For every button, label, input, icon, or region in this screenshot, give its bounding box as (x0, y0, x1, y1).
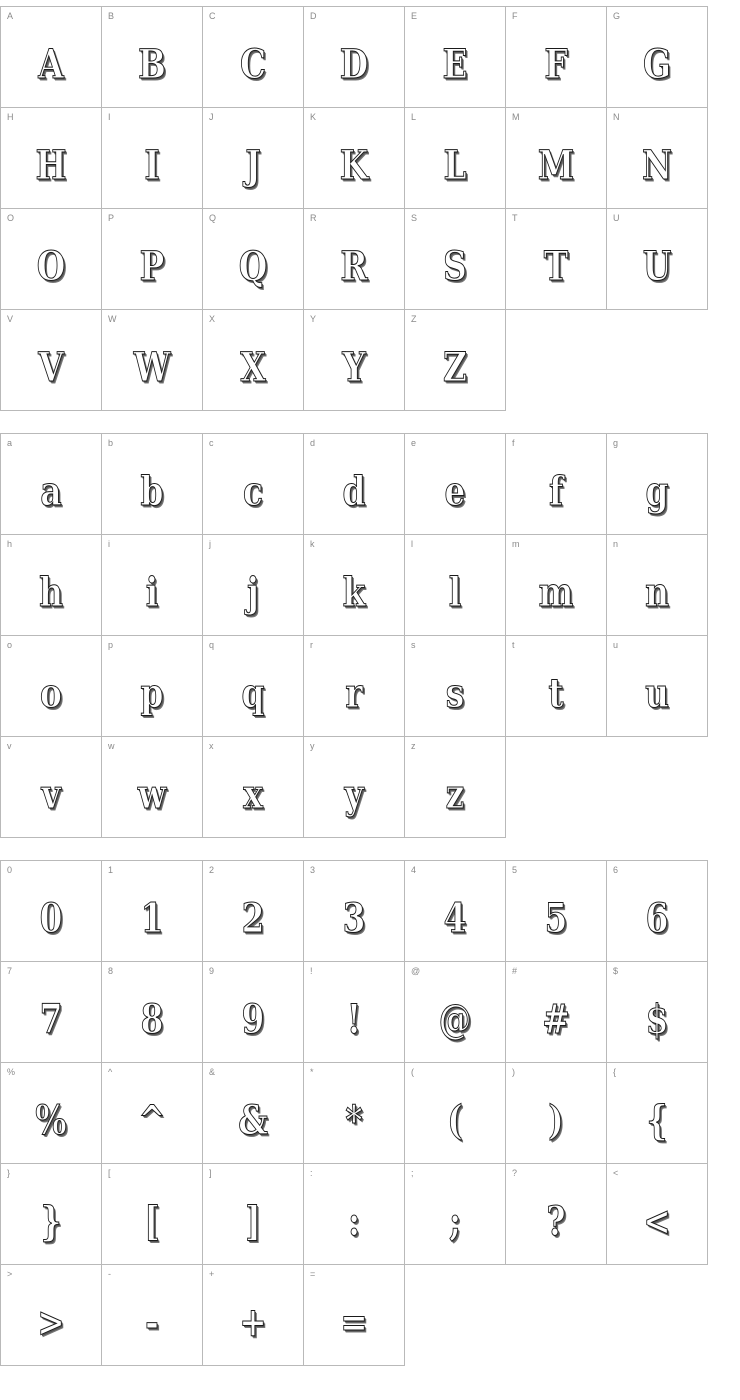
glyph-cell-character: & (238, 1097, 268, 1144)
glyph-cell-code: z (411, 741, 416, 751)
glyph-cell[interactable] (1, 1164, 102, 1265)
glyph-sections (0, 6, 740, 1366)
glyph-cell[interactable] (405, 636, 506, 737)
glyph-cell-character: F (544, 41, 568, 88)
glyph-cell[interactable] (1, 737, 102, 838)
glyph-cell-empty (506, 310, 607, 411)
glyph-cell[interactable] (405, 737, 506, 838)
glyph-cell-character: 7 (39, 996, 63, 1043)
glyph-cell-character: n (645, 569, 669, 616)
glyph-cell-character: i (145, 569, 159, 616)
glyph-cell-code: s (411, 640, 416, 650)
glyph-cell-code: # (512, 966, 518, 976)
glyph-cell[interactable] (405, 1063, 506, 1164)
glyph-cell-code: j (209, 539, 211, 549)
glyph-cell[interactable] (506, 962, 607, 1063)
glyph-cell-code: T (512, 213, 518, 223)
glyph-cell-character: v (41, 771, 61, 818)
glyph-cell-character: ^ (138, 1097, 166, 1144)
glyph-cell-code: N (613, 112, 620, 122)
glyph-cell-code: Y (310, 314, 317, 324)
glyph-cell-code: g (613, 438, 619, 448)
glyph-cell[interactable] (102, 209, 203, 310)
glyph-cell-character: S (443, 243, 467, 290)
glyph-cell-code: D (310, 11, 317, 21)
glyph-cell-code: m (512, 539, 520, 549)
glyph-cell-code: x (209, 741, 214, 751)
glyph-cell-character: x (243, 771, 263, 818)
glyph-cell-code: J (209, 112, 214, 122)
glyph-cell[interactable] (304, 1265, 405, 1366)
glyph-cell-empty (607, 1265, 708, 1366)
glyph-cell-character: - (145, 1299, 159, 1346)
glyph-cell[interactable] (405, 310, 506, 411)
glyph-cell-character: 9 (241, 996, 265, 1043)
glyph-cell-code: ? (512, 1168, 518, 1178)
glyph-cell[interactable] (1, 434, 102, 535)
glyph-cell-code: K (310, 112, 317, 122)
glyph-cell-code: P (108, 213, 115, 223)
glyph-cell-character: N (642, 142, 672, 189)
glyph-cell[interactable] (304, 636, 405, 737)
glyph-row (1, 1063, 708, 1164)
glyph-cell-character: ( (447, 1097, 463, 1144)
glyph-cell-empty (506, 737, 607, 838)
glyph-cell[interactable] (102, 7, 203, 108)
glyph-cell-code: 0 (7, 865, 13, 875)
glyph-cell-character: J (245, 142, 261, 189)
glyph-cell-code: > (7, 1269, 13, 1279)
glyph-cell-character: # (542, 996, 570, 1043)
glyph-cell[interactable] (304, 535, 405, 636)
glyph-cell-character: * (345, 1097, 363, 1144)
glyph-cell-code: - (108, 1269, 111, 1279)
section-spacer (0, 838, 740, 860)
glyph-cell-code: @ (411, 966, 421, 976)
glyph-cell-code: X (209, 314, 216, 324)
glyph-cell[interactable] (304, 434, 405, 535)
glyph-cell[interactable] (203, 1265, 304, 1366)
glyph-cell-code: I (108, 112, 111, 122)
glyph-cell-empty (506, 1265, 607, 1366)
glyph-cell-character: X (240, 344, 266, 391)
glyph-row (1, 737, 708, 838)
glyph-section-digits-and-symbols (0, 860, 740, 1366)
glyph-cell-character: V (38, 344, 64, 391)
glyph-cell-character: } (40, 1198, 62, 1245)
glyph-cell-character: 3 (342, 895, 366, 942)
glyph-cell-character: o (40, 670, 62, 717)
glyph-cell-code: 5 (512, 865, 518, 875)
glyph-cell-code: : (310, 1168, 313, 1178)
glyph-cell-character: c (243, 468, 263, 515)
glyph-cell-character: $ (645, 996, 669, 1043)
glyph-cell[interactable] (506, 7, 607, 108)
glyph-cell-character: u (645, 670, 669, 717)
glyph-cell-code: ^ (108, 1067, 113, 1077)
glyph-cell-code: M (512, 112, 520, 122)
glyph-cell-code: Z (411, 314, 417, 324)
glyph-cell[interactable] (1, 535, 102, 636)
glyph-cell-character: 4 (443, 895, 467, 942)
glyph-cell[interactable] (506, 209, 607, 310)
glyph-cell-code: v (7, 741, 12, 751)
glyph-cell-character: 1 (140, 895, 164, 942)
glyph-cell[interactable] (1, 7, 102, 108)
glyph-cell-code: f (512, 438, 515, 448)
glyph-cell-character: 5 (544, 895, 568, 942)
glyph-cell-code: h (7, 539, 13, 549)
glyph-cell[interactable] (506, 1063, 607, 1164)
glyph-cell[interactable] (607, 1063, 708, 1164)
glyph-row (1, 209, 708, 310)
glyph-cell[interactable] (1, 636, 102, 737)
glyph-cell[interactable] (1, 861, 102, 962)
glyph-cell-code: b (108, 438, 114, 448)
glyph-cell[interactable] (203, 861, 304, 962)
glyph-cell[interactable] (304, 861, 405, 962)
glyph-cell-character: r (345, 670, 363, 717)
glyph-cell-code: 9 (209, 966, 215, 976)
glyph-cell[interactable] (607, 209, 708, 310)
glyph-section-uppercase (0, 6, 740, 411)
glyph-cell-code: [ (108, 1168, 111, 1178)
glyph-cell[interactable] (1, 1265, 102, 1366)
glyph-cell-code: p (108, 640, 114, 650)
glyph-cell-code: w (108, 741, 115, 751)
glyph-cell-character: h (39, 569, 63, 616)
glyph-cell[interactable] (1, 962, 102, 1063)
glyph-row (1, 535, 708, 636)
glyph-cell-character: > (37, 1299, 65, 1346)
glyph-cell-character: m (538, 569, 574, 616)
glyph-cell-character: < (643, 1198, 671, 1245)
glyph-cell[interactable] (304, 209, 405, 310)
glyph-row (1, 7, 708, 108)
glyph-cell[interactable] (102, 535, 203, 636)
glyph-cell-character: 6 (645, 895, 669, 942)
glyph-cell[interactable] (506, 108, 607, 209)
glyph-cell-code: 6 (613, 865, 619, 875)
glyph-cell-code: c (209, 438, 214, 448)
glyph-grid-lowercase (0, 433, 708, 838)
glyph-cell[interactable] (405, 535, 506, 636)
glyph-cell-code: & (209, 1067, 216, 1077)
glyph-cell-character: R (340, 243, 368, 290)
glyph-cell[interactable] (304, 962, 405, 1063)
glyph-cell-character: : (347, 1198, 361, 1245)
glyph-cell-code: o (7, 640, 13, 650)
glyph-cell[interactable] (607, 108, 708, 209)
glyph-cell[interactable] (203, 737, 304, 838)
glyph-cell[interactable] (102, 1265, 203, 1366)
glyph-cell[interactable] (607, 962, 708, 1063)
glyph-cell-code: O (7, 213, 15, 223)
glyph-cell[interactable] (203, 108, 304, 209)
glyph-row (1, 108, 708, 209)
glyph-cell[interactable] (405, 1164, 506, 1265)
glyph-cell-character: j (247, 569, 259, 616)
glyph-cell[interactable] (304, 310, 405, 411)
glyph-cell-character: e (444, 468, 466, 515)
glyph-cell[interactable] (304, 1164, 405, 1265)
glyph-cell-code: R (310, 213, 317, 223)
glyph-cell[interactable] (102, 1063, 203, 1164)
glyph-cell-character: U (642, 243, 672, 290)
glyph-cell[interactable] (102, 737, 203, 838)
glyph-cell[interactable] (1, 108, 102, 209)
glyph-cell-code: * (310, 1067, 314, 1077)
glyph-cell-character: H (35, 142, 67, 189)
glyph-cell[interactable] (203, 7, 304, 108)
glyph-grid-uppercase (0, 6, 708, 411)
glyph-cell-character: D (339, 41, 369, 88)
glyph-cell-code: V (7, 314, 14, 324)
glyph-row (1, 434, 708, 535)
glyph-cell-character: A (38, 41, 64, 88)
glyph-cell-character: Y (342, 344, 366, 391)
glyph-cell-code: % (7, 1067, 16, 1077)
glyph-cell[interactable] (1, 310, 102, 411)
glyph-cell-code: q (209, 640, 215, 650)
glyph-cell[interactable] (506, 636, 607, 737)
glyph-cell-code: e (411, 438, 417, 448)
glyph-cell-code: 1 (108, 865, 114, 875)
glyph-cell[interactable] (607, 1164, 708, 1265)
glyph-cell-character: g (645, 468, 669, 515)
glyph-cell[interactable] (203, 310, 304, 411)
glyph-cell-code: = (310, 1269, 316, 1279)
glyph-cell[interactable] (203, 1063, 304, 1164)
glyph-cell-character: s (445, 670, 465, 717)
glyph-cell-code: r (310, 640, 313, 650)
glyph-cell-code: d (310, 438, 316, 448)
glyph-cell[interactable] (102, 1164, 203, 1265)
glyph-cell[interactable] (102, 310, 203, 411)
glyph-cell[interactable] (506, 861, 607, 962)
glyph-cell-code: L (411, 112, 417, 122)
glyph-row (1, 310, 708, 411)
glyph-cell-code: k (310, 539, 315, 549)
glyph-cell[interactable] (1, 209, 102, 310)
glyph-cell-code: W (108, 314, 117, 324)
glyph-cell[interactable] (304, 7, 405, 108)
glyph-cell[interactable] (607, 636, 708, 737)
glyph-cell-character: z (445, 771, 465, 818)
glyph-cell[interactable] (203, 209, 304, 310)
glyph-cell[interactable] (203, 962, 304, 1063)
glyph-cell-character: P (139, 243, 165, 290)
glyph-cell-code: F (512, 11, 518, 21)
glyph-cell-code: 4 (411, 865, 417, 875)
glyph-cell-character: ; (448, 1198, 462, 1245)
glyph-cell-empty (405, 1265, 506, 1366)
glyph-cell-character: q (241, 670, 265, 717)
glyph-cell-character: @ (438, 996, 472, 1043)
glyph-cell-character: l (448, 569, 462, 616)
glyph-cell-character: y (344, 771, 364, 818)
glyph-cell-code: ) (512, 1067, 515, 1077)
glyph-row (1, 861, 708, 962)
glyph-cell-character: Z (443, 344, 467, 391)
glyph-row (1, 1164, 708, 1265)
glyph-cell-character: ] (245, 1198, 261, 1245)
glyph-cell-character: K (339, 142, 369, 189)
glyph-cell[interactable] (203, 1164, 304, 1265)
glyph-cell-code: 2 (209, 865, 215, 875)
glyph-cell-character: L (443, 142, 467, 189)
glyph-cell-code: y (310, 741, 315, 751)
glyph-cell-code: A (7, 11, 14, 21)
glyph-cell[interactable] (203, 535, 304, 636)
glyph-cell-empty (607, 737, 708, 838)
glyph-cell[interactable] (102, 861, 203, 962)
glyph-cell[interactable] (405, 108, 506, 209)
glyph-cell[interactable] (304, 1063, 405, 1164)
glyph-cell-character: t (548, 670, 564, 717)
glyph-cell-code: 7 (7, 966, 13, 976)
glyph-cell-character: M (537, 142, 575, 189)
glyph-cell-character: w (137, 771, 167, 818)
glyph-cell-character: + (239, 1299, 267, 1346)
glyph-cell-code: 3 (310, 865, 316, 875)
glyph-cell[interactable] (102, 434, 203, 535)
glyph-cell-code: < (613, 1168, 619, 1178)
glyph-cell[interactable] (607, 434, 708, 535)
glyph-cell-code: Q (209, 213, 217, 223)
glyph-cell-character: O (36, 243, 66, 290)
glyph-cell-character: { (646, 1097, 668, 1144)
glyph-cell-code: t (512, 640, 515, 650)
glyph-grid-digits-and-symbols (0, 860, 708, 1366)
glyph-cell[interactable] (203, 636, 304, 737)
glyph-cell[interactable] (1, 1063, 102, 1164)
glyph-cell-character: ? (546, 1198, 566, 1245)
glyph-cell-character: 8 (140, 996, 164, 1043)
glyph-cell-character: B (138, 41, 166, 88)
glyph-cell[interactable] (304, 108, 405, 209)
glyph-cell[interactable] (102, 108, 203, 209)
glyph-cell-code: B (108, 11, 115, 21)
glyph-cell-character: Q (238, 243, 268, 290)
glyph-cell-code: ; (411, 1168, 414, 1178)
glyph-cell-code: ( (411, 1067, 414, 1077)
glyph-cell[interactable] (102, 636, 203, 737)
glyph-cell-empty (607, 310, 708, 411)
glyph-cell-code: { (613, 1067, 617, 1077)
glyph-cell-code: l (411, 539, 413, 549)
glyph-cell[interactable] (506, 535, 607, 636)
glyph-cell[interactable] (607, 7, 708, 108)
glyph-cell-character: E (442, 41, 468, 88)
glyph-cell-character: C (239, 41, 267, 88)
glyph-cell-code: ] (209, 1168, 212, 1178)
glyph-cell[interactable] (203, 434, 304, 535)
glyph-row (1, 1265, 708, 1366)
glyph-cell[interactable] (405, 7, 506, 108)
glyph-row (1, 962, 708, 1063)
glyph-cell-code: i (108, 539, 110, 549)
glyph-cell-character: T (543, 243, 569, 290)
glyph-row (1, 636, 708, 737)
glyph-cell-character: G (642, 41, 672, 88)
glyph-cell-character: W (133, 344, 171, 391)
glyph-cell-character: p (140, 670, 164, 717)
glyph-cell-code: } (7, 1168, 11, 1178)
glyph-cell-code: E (411, 11, 418, 21)
glyph-cell-code: + (209, 1269, 215, 1279)
glyph-cell-code: G (613, 11, 621, 21)
glyph-cell[interactable] (607, 861, 708, 962)
glyph-cell-character: 0 (39, 895, 63, 942)
glyph-cell-code: n (613, 539, 619, 549)
glyph-cell[interactable] (304, 737, 405, 838)
glyph-cell[interactable] (405, 861, 506, 962)
glyph-cell[interactable] (405, 209, 506, 310)
glyph-cell-character: ) (548, 1097, 564, 1144)
glyph-cell-character: k (342, 569, 366, 616)
glyph-cell-code: 8 (108, 966, 114, 976)
glyph-cell-character: [ (144, 1198, 160, 1245)
glyph-cell-character: a (40, 468, 62, 515)
glyph-cell-code: ! (310, 966, 313, 976)
glyph-cell-character: % (35, 1097, 67, 1144)
glyph-cell[interactable] (506, 434, 607, 535)
glyph-cell-code: U (613, 213, 620, 223)
glyph-cell-character: ! (346, 996, 362, 1043)
glyph-section-lowercase (0, 433, 740, 838)
glyph-cell-character: 2 (241, 895, 265, 942)
glyph-cell[interactable] (607, 535, 708, 636)
glyph-cell-character: d (342, 468, 366, 515)
glyph-cell[interactable] (405, 434, 506, 535)
glyph-cell[interactable] (506, 1164, 607, 1265)
glyph-cell-character: = (340, 1299, 368, 1346)
glyph-cell[interactable] (405, 962, 506, 1063)
glyph-cell-character: f (548, 468, 564, 515)
glyph-cell-code: a (7, 438, 13, 448)
glyph-cell-code: H (7, 112, 14, 122)
glyph-cell-character: b (140, 468, 164, 515)
glyph-cell-code: S (411, 213, 418, 223)
section-spacer (0, 411, 740, 433)
glyph-cell-code: u (613, 640, 619, 650)
glyph-cell-code: $ (613, 966, 619, 976)
glyph-cell[interactable] (102, 962, 203, 1063)
glyph-cell-character: I (144, 142, 160, 189)
glyph-cell-code: C (209, 11, 216, 21)
